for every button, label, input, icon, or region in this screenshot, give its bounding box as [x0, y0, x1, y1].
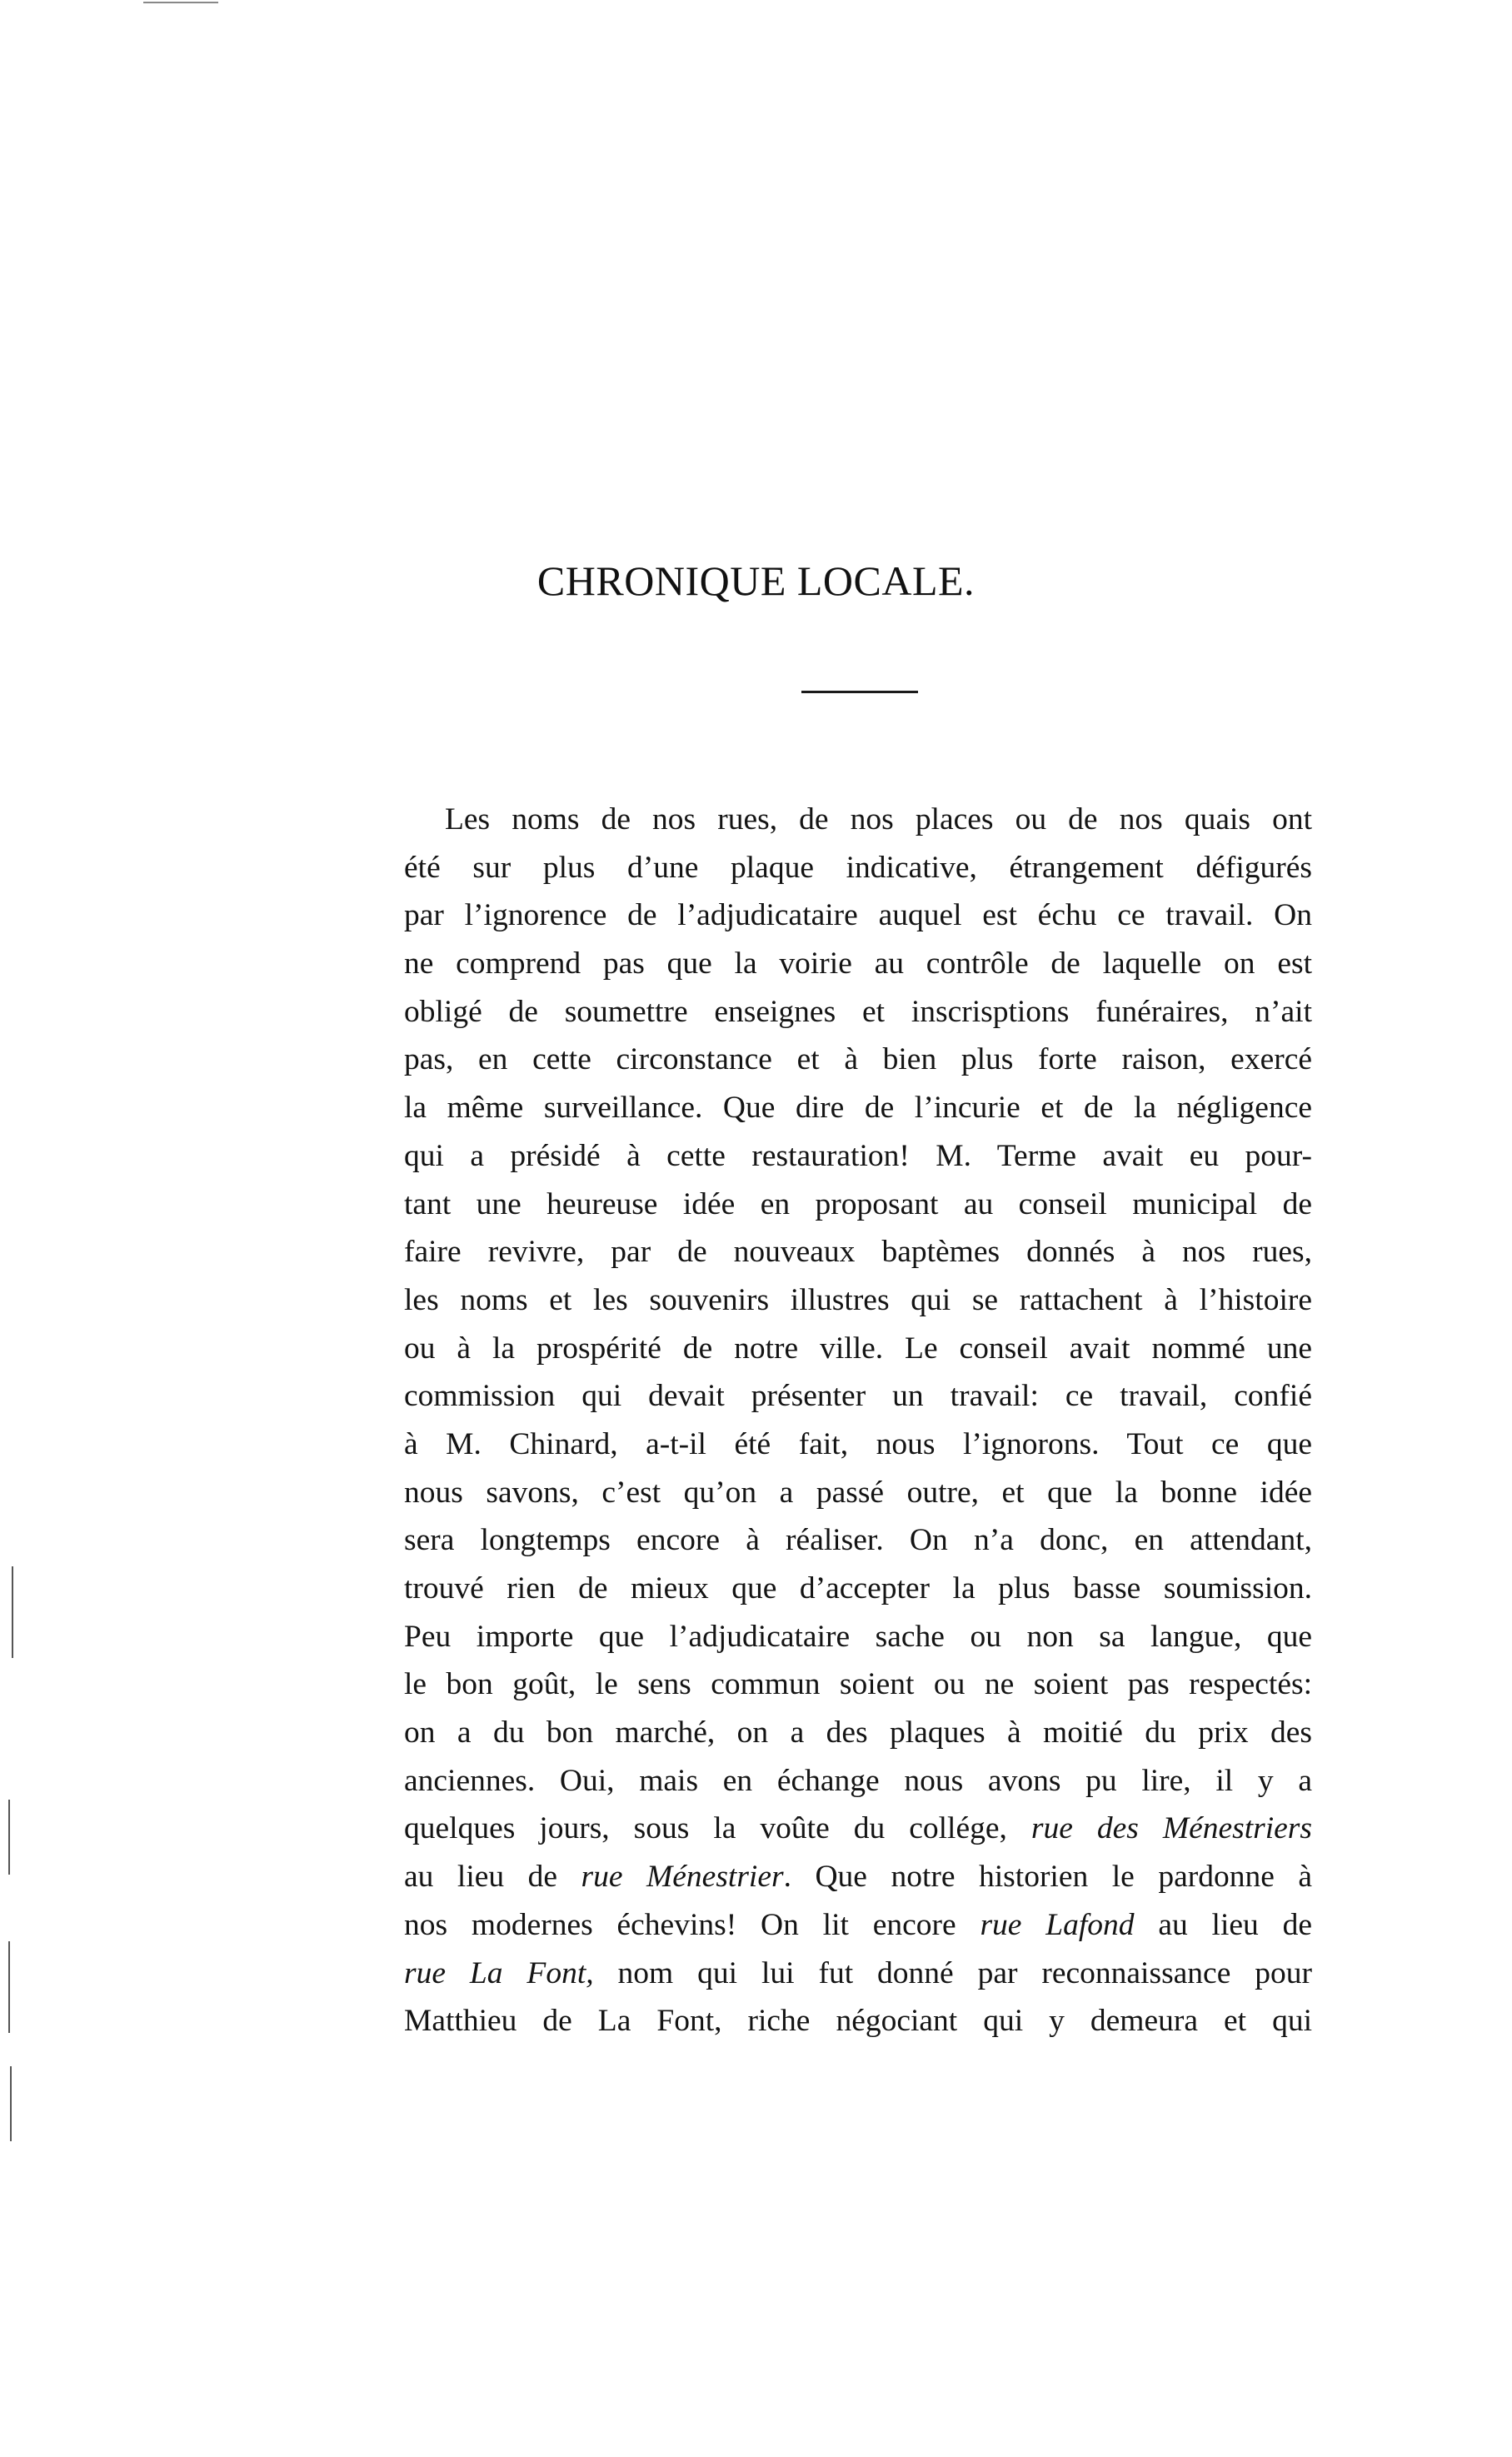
italic-street-name: rue La Font,: [404, 1955, 594, 1990]
article-paragraph: [404, 796, 1312, 2045]
text-segment: nom qui lui fut donné par reconnaissance pour: [593, 1955, 1312, 1990]
text-line: [404, 796, 1312, 844]
text-line: [404, 1997, 1312, 2045]
text-line: [404, 1084, 1312, 1132]
text-line: [404, 1613, 1312, 1661]
text-line: [404, 1372, 1312, 1421]
text-segment: été sur plus d’une plaque indicative, étrangement défigurés: [404, 850, 1312, 885]
text-segment: par l’ignorence de l’adjudicataire auquel est échu ce travail. On: [404, 898, 1312, 933]
text-line: [404, 1709, 1312, 1757]
text-line: [404, 940, 1312, 988]
text-line: [404, 1757, 1312, 1805]
text-segment: nous savons, c’est qu’on a passé outre, et que la bonne idée: [404, 1475, 1312, 1510]
margin-scan-mark: [8, 1941, 10, 2033]
text-segment: à M. Chinard, a-t-il été fait, nous l’ignorons. Tout ce que: [404, 1426, 1312, 1461]
text-segment: . Que notre historien le pardonne à: [783, 1860, 1312, 1895]
text-line: [404, 1036, 1312, 1084]
page-title: CHRONIQUE LOCALE.: [536, 557, 976, 604]
text-line: [404, 1276, 1312, 1325]
text-line: [404, 1469, 1312, 1517]
text-segment: qui a présidé à cette restauration! M. Terme avait eu pour-: [404, 1138, 1312, 1173]
italic-street-name: rue Lafond: [980, 1907, 1135, 1942]
text-segment: ne comprend pas que la voirie au contrôle de laquelle on est: [404, 946, 1312, 981]
text-line: [404, 891, 1312, 940]
scan-artifact-mark: [143, 2, 218, 3]
text-segment: ou à la prospérité de notre ville. Le conseil avait nommé une: [404, 1331, 1312, 1366]
text-line: [404, 1565, 1312, 1613]
text-segment: anciennes. Oui, mais en échange nous avons pu lire, il y a: [404, 1763, 1312, 1798]
text-segment: commission qui devait présenter un travail: ce travail, confié: [404, 1379, 1312, 1414]
italic-street-name: rue Ménestrier: [581, 1860, 784, 1895]
text-line: [404, 1181, 1312, 1229]
text-segment: Matthieu de La Font, riche négociant qui y demeura et qui: [404, 2004, 1312, 2039]
text-line: [404, 1805, 1312, 1853]
text-line: [404, 1132, 1312, 1181]
text-segment: le bon goût, le sens commun soient ou ne soient pas respectés:: [404, 1667, 1312, 1702]
text-segment: nos modernes échevins! On lit encore: [404, 1907, 981, 1942]
text-segment: pas, en cette circonstance et à bien plus forte raison, exercé: [404, 1042, 1312, 1077]
text-line: [404, 1516, 1312, 1565]
title-rule-divider: [801, 691, 918, 693]
text-segment: sera longtemps encore à réaliser. On n’a donc, en attendant,: [404, 1523, 1312, 1558]
text-line: [404, 1325, 1312, 1373]
text-line: [404, 1228, 1312, 1276]
text-line: [404, 1950, 1312, 1998]
text-segment: obligé de soumettre enseignes et inscrisptions funéraires, n’ait: [404, 994, 1312, 1029]
text-segment: tant une heureuse idée en proposant au conseil municipal de: [404, 1186, 1312, 1221]
text-segment: les noms et les souvenirs illustres qui se rattachent à l’histoire: [404, 1282, 1312, 1317]
text-segment: quelques jours, sous la voûte du collége,: [404, 1811, 1031, 1846]
text-line: [404, 844, 1312, 892]
text-segment: la même surveillance. Que dire de l’incurie et de la négligence: [404, 1091, 1312, 1126]
text-line: [404, 1853, 1312, 1901]
text-segment: Les noms de nos rues, de nos places ou de nos quais ont: [445, 802, 1312, 836]
text-segment: au lieu de: [1134, 1907, 1312, 1942]
text-line: [404, 1901, 1312, 1950]
margin-scan-mark: [12, 1566, 13, 1658]
text-segment: trouvé rien de mieux que d’accepter la plus basse soumission.: [404, 1571, 1312, 1606]
text-line: [404, 1660, 1312, 1709]
margin-scan-mark: [8, 1800, 10, 1875]
text-segment: au lieu de: [404, 1860, 581, 1895]
italic-street-name: rue des Ménestriers: [1030, 1811, 1312, 1846]
text-segment: faire revivre, par de nouveaux baptèmes donnés à nos rues,: [404, 1235, 1312, 1270]
text-line: [404, 988, 1312, 1036]
margin-scan-mark: [10, 2066, 12, 2141]
text-segment: Peu importe que l’adjudicataire sache ou non sa langue, que: [404, 1619, 1312, 1654]
text-segment: on a du bon marché, on a des plaques à moitié du prix des: [404, 1715, 1312, 1750]
text-line: [404, 1421, 1312, 1469]
